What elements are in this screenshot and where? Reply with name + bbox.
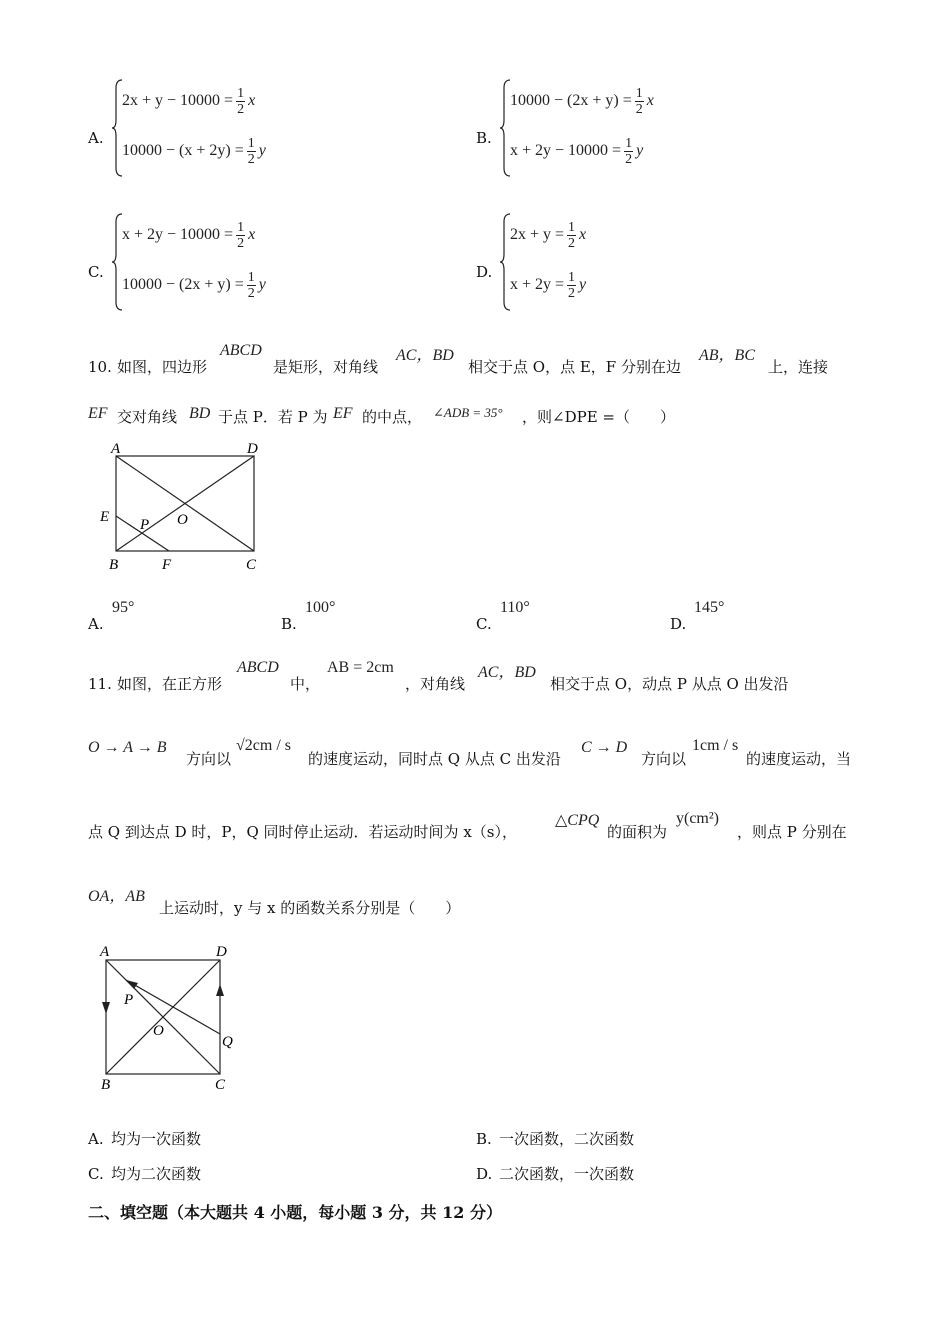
q9-c-eq2: 10000 − (2x + y) = (122, 276, 244, 294)
fraction-denominator: 2 (237, 236, 245, 251)
q9-b-eq2: x + 2y − 10000 = (510, 142, 622, 160)
q9-d-eq1: 2x + y = (510, 226, 565, 244)
label-a: A (100, 944, 110, 960)
q11-text-8: 的速度运动，当 (746, 750, 852, 768)
q11-math-oa-ab: OA，AB (88, 888, 145, 905)
q9-option-c-system (112, 212, 392, 312)
q9-b-eq2-var: y (636, 142, 644, 160)
q11-option-a-text: 均为一次函数 (111, 1130, 202, 1148)
q9-option-a-system (112, 78, 392, 178)
label-o: O (177, 512, 188, 528)
q11-option-b-text: 一次函数，二次函数 (499, 1130, 635, 1148)
q10-text-2: 是矩形，对角线 (273, 358, 379, 376)
q11-number: 11. (88, 675, 112, 693)
q11-option-a-letter: A. (88, 1130, 104, 1148)
q11-text-11: ，则点 P 分别在 (737, 823, 847, 841)
q9-b-eq1: 10000 − (2x + y) = (510, 92, 632, 110)
q9-c-eq2-var: y (258, 276, 266, 294)
q10-math-bd: BD (189, 405, 211, 422)
fraction-numerator: 1 (568, 220, 576, 235)
q11-math-triangle-cpq: △CPQ (555, 812, 600, 829)
q9-d-eq2: x + 2y = (510, 276, 565, 294)
q10-rectangle-figure (95, 438, 270, 578)
q9-option-a-letter: A. (88, 129, 104, 147)
q11-text-4: 相交于点 O，动点 P 从点 O 出发沿 (550, 675, 789, 693)
label-b: B (109, 557, 119, 573)
q10-text-6: 于点 P．若 P 为 (218, 408, 328, 426)
q9-a-eq1: 2x + y − 10000 = (122, 92, 234, 110)
fraction-numerator: 1 (247, 270, 255, 285)
fraction-numerator: 1 (247, 136, 255, 151)
q9-c-eq1-var: x (248, 226, 256, 244)
q11-math-speed-p: √2cm / s (236, 737, 291, 754)
segment-pq (126, 980, 220, 1034)
q11-option-b-letter: B. (476, 1130, 492, 1148)
arrow-down-icon (102, 1002, 110, 1014)
fraction-numerator: 1 (635, 86, 643, 101)
q11-math-path-cd: C → D (581, 739, 628, 756)
q10-text-7: 的中点， (362, 408, 423, 426)
fraction-numerator: 1 (568, 270, 576, 285)
q11-text-10: 的面积为 (607, 823, 668, 841)
q11-option-d-text: 二次函数，一次函数 (499, 1165, 635, 1183)
q11-math-ab-2cm: AB = 2cm (327, 659, 394, 676)
label-p: P (140, 517, 150, 533)
q9-option-c-letter: C. (88, 263, 104, 281)
q10-text-1: 如图，四边形 (117, 358, 208, 376)
q11-text-1: 如图，在正方形 (117, 675, 223, 693)
q10-option-d-value: 145° (694, 599, 725, 616)
q9-option-d-system (500, 212, 700, 312)
label-a: A (111, 441, 121, 457)
q10-option-d-letter: D. (670, 615, 687, 633)
fraction-denominator: 2 (568, 286, 576, 301)
label-b: B (101, 1077, 111, 1093)
q11-math-abcd: ABCD (237, 659, 279, 676)
q10-text-5: 交对角线 (117, 408, 178, 426)
q10-text-3: 相交于点 O，点 E，F 分别在边 (468, 358, 681, 376)
fraction-denominator: 2 (635, 102, 643, 117)
q9-option-b-letter: B. (476, 129, 492, 147)
q11-text-3: ，对角线 (405, 675, 466, 693)
q11-option-c-letter: C. (88, 1165, 104, 1183)
label-d: D (216, 944, 227, 960)
q10-text-4: 上，连接 (768, 358, 829, 376)
fraction-numerator: 1 (237, 220, 245, 235)
label-p: P (124, 992, 134, 1008)
q9-d-eq2-var: y (579, 276, 587, 294)
label-d: D (247, 441, 258, 457)
q9-option-b-system (500, 78, 780, 178)
fraction-denominator: 2 (247, 286, 255, 301)
arrow-left-icon (126, 980, 138, 989)
q10-option-c-letter: C. (476, 615, 492, 633)
q11-text-9: 点 Q 到达点 D 时，P，Q 同时停止运动．若运动时间为 x（s）， (88, 823, 517, 841)
q11-text-5: 方向以 (186, 750, 232, 768)
label-c: C (246, 557, 257, 573)
q11-math-y-area: y(cm²) (676, 810, 719, 827)
q11-text-2: 中， (290, 675, 321, 693)
q10-math-abcd: ABCD (220, 342, 262, 359)
q10-math-angle: ∠ADB = 35° (433, 405, 503, 420)
q11-square-figure (92, 940, 252, 1095)
q10-math-ac-bd: AC，BD (396, 347, 454, 364)
fraction-numerator: 1 (625, 136, 633, 151)
q10-option-b-letter: B. (281, 615, 297, 633)
q11-text-12: 上运动时，y 与 x 的函数关系分别是（ ） (159, 899, 461, 917)
q11-math-ac-bd: AC，BD (478, 664, 536, 681)
q10-math-ab-bc: AB，BC (699, 347, 755, 364)
fraction-denominator: 2 (237, 102, 245, 117)
label-o: O (153, 1023, 164, 1039)
q9-a-eq2-var: y (258, 142, 266, 160)
q11-text-6: 的速度运动，同时点 Q 从点 C 出发沿 (308, 750, 561, 768)
q10-option-c-value: 110° (500, 599, 530, 616)
q10-math-ef: EF (88, 405, 108, 422)
q10-math-ef-2: EF (333, 405, 353, 422)
q9-c-eq1: x + 2y − 10000 = (122, 226, 234, 244)
q9-d-eq1-var: x (579, 226, 587, 244)
q9-a-eq1-var: x (248, 92, 256, 110)
section-2-title: 二、填空题（本大题共 4 小题，每小题 3 分，共 12 分） (88, 1203, 502, 1222)
q9-a-eq2: 10000 − (x + 2y) = (122, 142, 244, 160)
q10-option-b-value: 100° (305, 599, 336, 616)
q11-option-d-letter: D. (476, 1165, 493, 1183)
q9-option-d-letter: D. (476, 263, 493, 281)
q10-number: 10. (88, 358, 112, 376)
label-c: C (215, 1077, 226, 1093)
fraction-numerator: 1 (237, 86, 245, 101)
label-f: F (162, 557, 172, 573)
fraction-denominator: 2 (625, 152, 633, 167)
q11-option-c-text: 均为二次函数 (111, 1165, 202, 1183)
q10-text-8: ，则∠DPE =（ ） (522, 408, 675, 426)
label-q: Q (222, 1034, 233, 1050)
q10-option-a-letter: A. (88, 615, 104, 633)
q9-b-eq1-var: x (646, 92, 654, 110)
q10-option-a-value: 95° (112, 599, 135, 616)
fraction-denominator: 2 (247, 152, 255, 167)
q11-math-speed-q: 1cm / s (692, 737, 739, 754)
q11-text-7: 方向以 (641, 750, 687, 768)
arrow-up-icon (216, 984, 224, 996)
fraction-denominator: 2 (568, 236, 576, 251)
label-e: E (100, 509, 110, 525)
q11-math-path-oab: O → A → B (88, 739, 167, 756)
